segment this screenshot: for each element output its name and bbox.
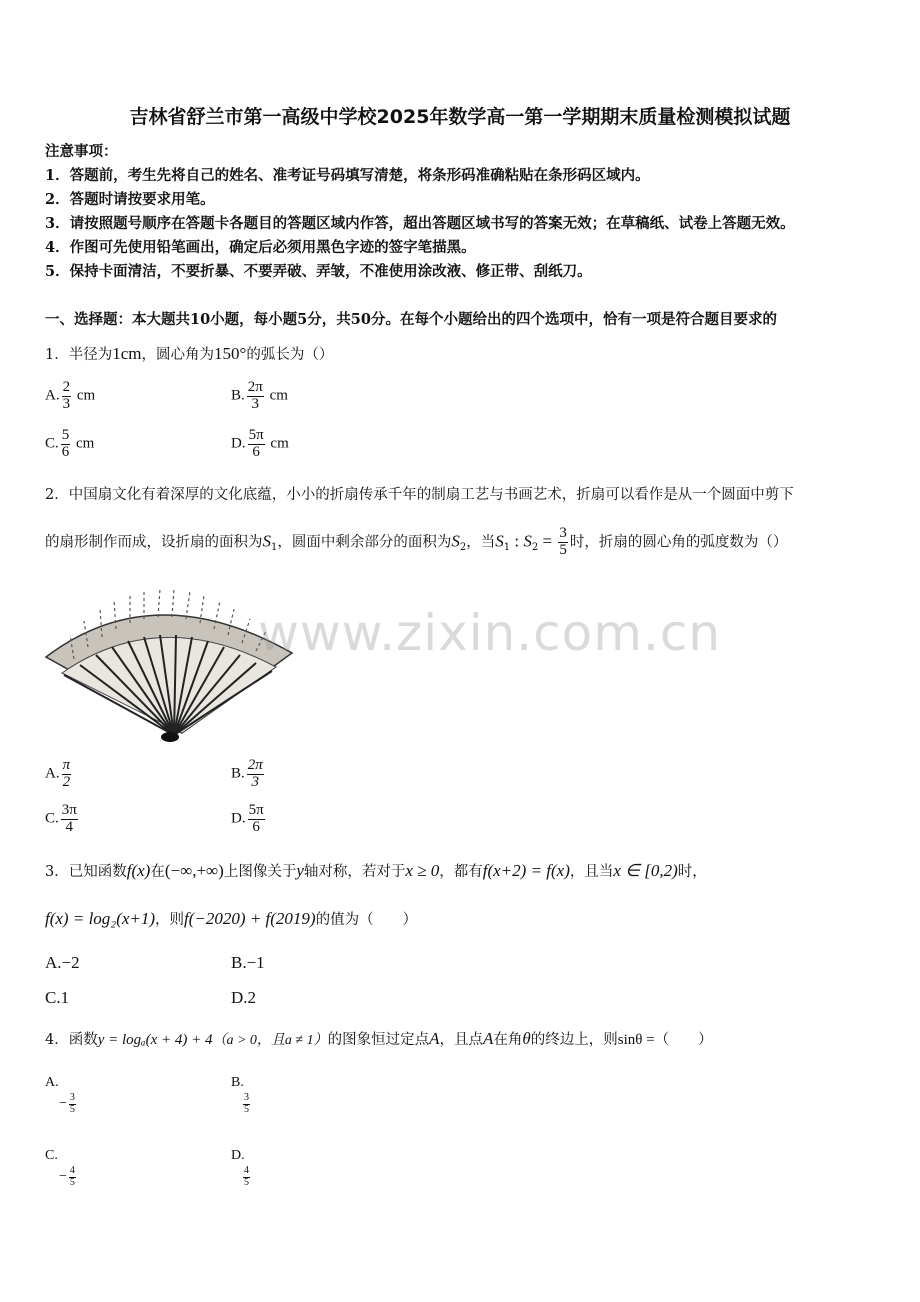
notice-item: 5．保持卡面清洁，不要折暴、不要弄破、弄皱，不准使用涂改液、修正带、刮纸刀。 <box>45 263 592 280</box>
question-2-line1: 2．中国扇文化有着深厚的文化底蕴，小小的折扇传承千年的制扇工艺与书画艺术，折扇可以看作是从一个圆面中剪下 <box>45 487 794 503</box>
q4-option-c[interactable]: C. − $\frac{4}{5}$ <box>45 1148 75 1188</box>
question-4: 4．函数y = logₐ(x + 4) + 4（a > 0，且a ≠ 1）的图象恒过定点A，且点A在角θ的终边上，则sinθ =（ ） <box>45 1029 713 1048</box>
q1-option-a[interactable]: A. $\frac{2}{3}$ cm <box>45 379 96 412</box>
section-heading: 一、选择题：本大题共10小题，每小题5分，共50分。在每个小题给出的四个选项中，恰有一项是符合题目要求的 <box>45 311 777 328</box>
watermark: www.zixin.com.cn <box>258 604 722 662</box>
q2-option-b[interactable]: B. $\frac{2\pi}{3}$ <box>231 757 263 790</box>
q2-option-c[interactable]: C. $\frac{3\pi}{4}$ <box>45 802 77 835</box>
q3-option-a[interactable]: A.−2 <box>45 953 80 972</box>
question-2-line2: 的扇形制作而成，设折扇的面积为$S_1$，圆面中剩余部分的面积为$S_2$，当$S_1$ : $S_2$ = $\frac{3}{5}$ 时，折扇的圆心角的弧度数为（） <box>45 525 788 558</box>
page-title: 吉林省舒兰市第一高级中学校2025年数学高一第一学期期末质量检测模拟试题 <box>129 106 791 128</box>
notice-item: 4．作图可先使用铅笔画出，确定后必须用黑色字迹的签字笔描黑。 <box>45 239 476 256</box>
question-1: 1．半径为1cm，圆心角为150°的弧长为（） <box>45 344 334 363</box>
q4-option-b[interactable]: B. $\frac{3}{5}$ <box>231 1075 249 1115</box>
q1-option-b[interactable]: B. $\frac{2\pi}{3}$ cm <box>231 379 288 412</box>
q2-option-d[interactable]: D. $\frac{5\pi}{6}$ <box>231 802 264 835</box>
q3-option-c[interactable]: C.1 <box>45 988 70 1007</box>
q4-option-d[interactable]: D. $\frac{4}{5}$ <box>231 1148 249 1188</box>
question-3-line1: 3．已知函数f(x)在(−∞,+∞)上图像关于y轴对称，若对于x ≥ 0，都有f(x+2) = f(x)，且当x ∈ [0,2)时， <box>45 861 707 880</box>
q4-option-a[interactable]: A. − $\frac{3}{5}$ <box>45 1075 75 1115</box>
q1-option-d[interactable]: D. $\frac{5\pi}{6}$ cm <box>231 427 289 460</box>
question-3-line2: f(x) = log₂(x+1)，则f(−2020) + f(2019)的值为（ ） <box>45 909 418 928</box>
q3-option-d[interactable]: D.2 <box>231 988 257 1007</box>
notice-heading: 注意事项： <box>45 143 118 160</box>
q2-option-a[interactable]: A. $\frac{\pi}{2}$ <box>45 757 71 790</box>
notice-item: 2．答题时请按要求用笔。 <box>45 191 215 208</box>
notice-item: 3．请按照题号顺序在答题卡各题目的答题区域内作答，超出答题区域书写的答案无效；在草稿纸、试卷上答题无效。 <box>45 215 795 232</box>
notice-item: 1．答题前，考生先将自己的姓名、准考证号码填写清楚，将条形码准确粘贴在条形码区域内。 <box>45 167 650 184</box>
q3-option-b[interactable]: B.−1 <box>231 953 265 972</box>
q1-option-c[interactable]: C. $\frac{5}{6}$ cm <box>45 427 95 460</box>
